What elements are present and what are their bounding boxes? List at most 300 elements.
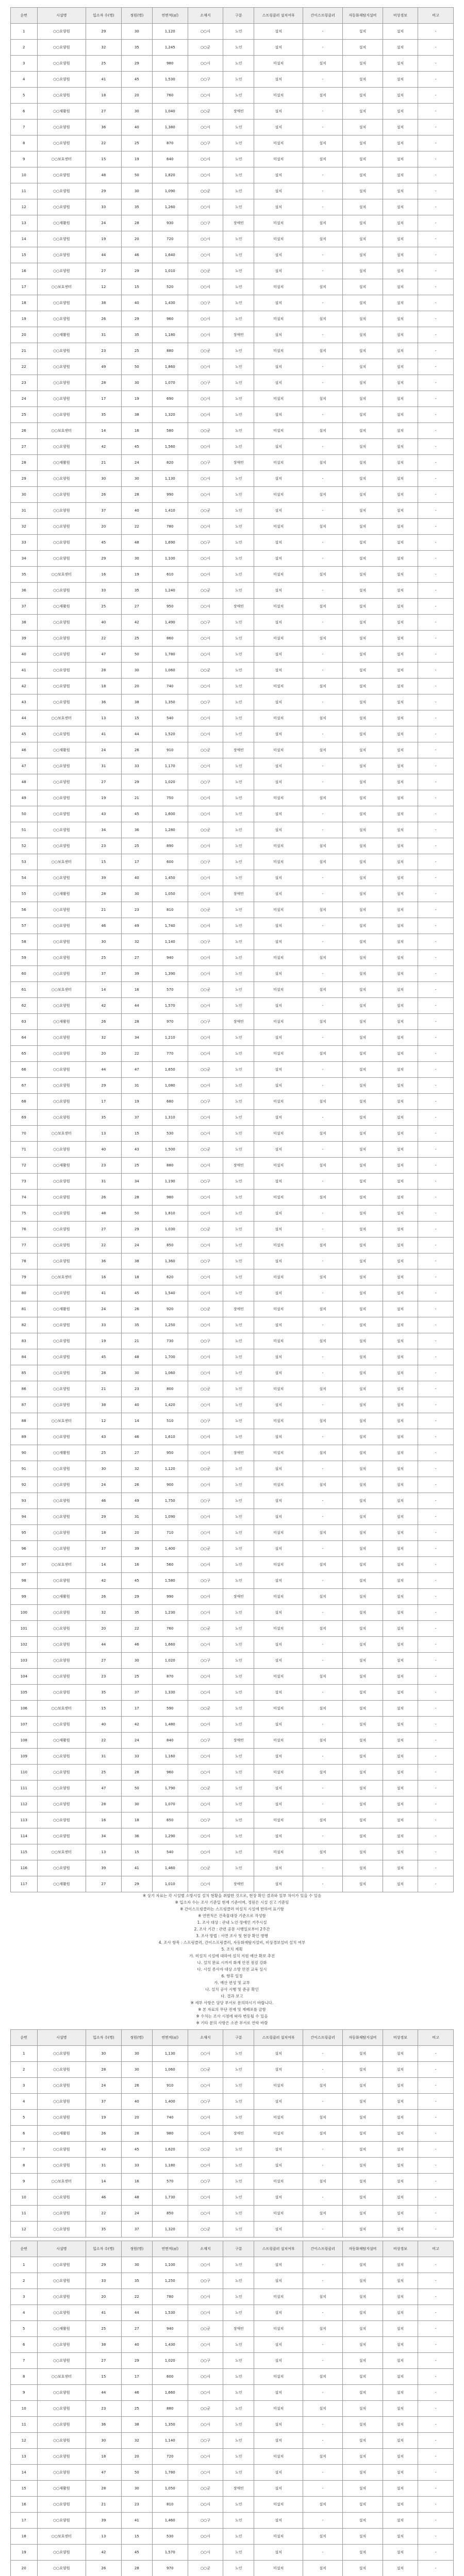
table-cell: 22 bbox=[86, 1238, 122, 1253]
table-cell: 24 bbox=[86, 2078, 122, 2094]
table-cell: 980 bbox=[152, 56, 188, 72]
column-header: 시설명 bbox=[37, 2241, 86, 2257]
table-cell: 설치 bbox=[383, 1525, 418, 1541]
table-cell: ○○요양원 bbox=[37, 934, 86, 950]
table-cell: 600 bbox=[152, 854, 188, 870]
table-cell: ○○요양원 bbox=[37, 758, 86, 774]
table-row bbox=[11, 758, 454, 774]
table-cell: 노인 bbox=[223, 2545, 254, 2561]
table-row bbox=[11, 2174, 454, 2190]
table-cell: 50 bbox=[11, 806, 38, 822]
table-cell: 설치 bbox=[254, 72, 303, 88]
table-cell: ○○요양원 bbox=[37, 1541, 86, 1557]
table-cell: 1,050 bbox=[152, 886, 188, 902]
table-row bbox=[11, 1062, 454, 1078]
table-cell: - bbox=[418, 758, 454, 774]
table-cell: 29 bbox=[86, 1509, 122, 1525]
table-cell: 92 bbox=[11, 1477, 38, 1493]
table-cell: 미설치 bbox=[254, 2174, 303, 2190]
table-cell: 42 bbox=[121, 615, 152, 631]
table-cell: ○○요양원 bbox=[37, 535, 86, 551]
table-cell: 설치 bbox=[383, 966, 418, 982]
table-cell: 설치 bbox=[383, 2222, 418, 2238]
table-cell: ○○재활원 bbox=[37, 599, 86, 615]
table-cell: - bbox=[418, 966, 454, 982]
table-cell: - bbox=[418, 247, 454, 263]
table-cell: 노인 bbox=[223, 391, 254, 407]
table-row bbox=[11, 56, 454, 72]
table-cell: 32 bbox=[121, 1461, 152, 1477]
table-cell: ○○시 bbox=[188, 1349, 223, 1365]
table-cell: 설치 bbox=[254, 503, 303, 519]
table-cell: 설치 bbox=[383, 183, 418, 199]
table-cell: 노인 bbox=[223, 2046, 254, 2062]
table-cell: - bbox=[418, 2385, 454, 2401]
table-cell: - bbox=[418, 679, 454, 694]
table-cell: 83 bbox=[11, 1333, 38, 1349]
table-cell: 설치 bbox=[343, 838, 383, 854]
table-cell: 24 bbox=[86, 1477, 122, 1493]
table-cell: 노인 bbox=[223, 2222, 254, 2238]
table-cell: 1,050 bbox=[152, 2481, 188, 2497]
table-cell: 48 bbox=[121, 1349, 152, 1365]
table-cell: 설치 bbox=[254, 1828, 303, 1844]
table-cell: 미설치 bbox=[254, 790, 303, 806]
table-cell: 81 bbox=[11, 1301, 38, 1317]
table-cell: 900 bbox=[152, 1477, 188, 1493]
table-cell: 설치 bbox=[254, 1317, 303, 1333]
column-header: 비상경보 bbox=[383, 2241, 418, 2257]
table-cell: 설치 bbox=[303, 343, 342, 359]
table-cell: 설치 bbox=[383, 1605, 418, 1621]
table-row bbox=[11, 1126, 454, 1142]
table-cell: 21 bbox=[11, 343, 38, 359]
table-cell: 노인 bbox=[223, 2465, 254, 2481]
table-cell: 설치 bbox=[343, 1461, 383, 1477]
table-cell: - bbox=[303, 439, 342, 455]
table-cell: 46 bbox=[86, 2190, 122, 2206]
table-cell: 설치 bbox=[343, 407, 383, 423]
table-cell: 4 bbox=[11, 72, 38, 88]
table-cell: 설치 bbox=[343, 1381, 383, 1397]
table-cell: 설치 bbox=[343, 423, 383, 439]
table-cell: 노인 bbox=[223, 758, 254, 774]
table-cell: 노인 bbox=[223, 1062, 254, 1078]
table-cell: ○○시 bbox=[188, 1317, 223, 1333]
table-cell: 설치 bbox=[254, 1461, 303, 1477]
table-cell: 설치 bbox=[383, 2529, 418, 2545]
table-cell: 43 bbox=[11, 694, 38, 710]
table-cell: 30 bbox=[121, 2481, 152, 2497]
table-cell: ○○요양원 bbox=[37, 167, 86, 183]
table-cell: 장애인 bbox=[223, 1158, 254, 1174]
table-cell: ○○시 bbox=[188, 1078, 223, 1094]
table-cell: - bbox=[418, 1493, 454, 1509]
table-row bbox=[11, 455, 454, 471]
table-cell: 39 bbox=[121, 1541, 152, 1557]
table-cell: 설치 bbox=[343, 1094, 383, 1110]
table-cell: - bbox=[418, 1749, 454, 1765]
table-cell: - bbox=[418, 838, 454, 854]
table-cell: 설치 bbox=[383, 1509, 418, 1525]
table-cell: 25 bbox=[121, 631, 152, 647]
table-cell: 설치 bbox=[343, 183, 383, 199]
table-cell: 설치 bbox=[383, 311, 418, 327]
table-cell: ○○요양원 bbox=[37, 1653, 86, 1669]
table-cell: 설치 bbox=[383, 295, 418, 311]
table-cell: 설치 bbox=[254, 1429, 303, 1445]
table-cell: 940 bbox=[152, 950, 188, 966]
table-cell: - bbox=[418, 2353, 454, 2369]
table-cell: ○○시 bbox=[188, 1046, 223, 1062]
table-cell: - bbox=[418, 1381, 454, 1397]
table-cell: 설치 bbox=[254, 407, 303, 423]
table-cell: 11 bbox=[11, 2206, 38, 2222]
table-cell: ○○요양원 bbox=[37, 2190, 86, 2206]
table-row bbox=[11, 2513, 454, 2529]
table-cell: 노인 bbox=[223, 1844, 254, 1860]
table-row bbox=[11, 2273, 454, 2289]
table-cell: 29 bbox=[86, 24, 122, 40]
table-cell: ○○요양원 bbox=[37, 2401, 86, 2417]
table-cell: 18 bbox=[11, 2529, 38, 2545]
table-cell: ○○시 bbox=[188, 710, 223, 726]
table-cell: 미설치 bbox=[254, 1158, 303, 1174]
table-row bbox=[11, 1637, 454, 1653]
table-cell: - bbox=[303, 2481, 342, 2497]
table-cell: 15 bbox=[86, 1701, 122, 1717]
table-cell: 22 bbox=[121, 1621, 152, 1637]
note-line: 3. 조사 방법 : 서면 조사 및 현장 확인 병행 bbox=[196, 1934, 268, 1938]
table-cell: 미설치 bbox=[254, 1238, 303, 1253]
table-cell: 46 bbox=[121, 1637, 152, 1653]
table-cell: - bbox=[303, 2062, 342, 2078]
table-row bbox=[11, 1190, 454, 1206]
table-cell: ○○요양원 bbox=[37, 2417, 86, 2433]
table-row bbox=[11, 599, 454, 615]
table-cell: - bbox=[418, 1669, 454, 1685]
table-cell: - bbox=[418, 487, 454, 503]
table-row bbox=[11, 1349, 454, 1365]
table-cell: 27 bbox=[86, 263, 122, 279]
table-cell: 설치 bbox=[343, 918, 383, 934]
table-cell: 설치 bbox=[343, 375, 383, 391]
table-cell: 99 bbox=[11, 1589, 38, 1605]
table-cell: 설치 bbox=[383, 1317, 418, 1333]
table-cell: 미설치 bbox=[254, 519, 303, 535]
table-cell: ○○요양원 bbox=[37, 806, 86, 822]
table-cell: 노인 bbox=[223, 1509, 254, 1525]
table-cell: 15 bbox=[86, 854, 122, 870]
table-cell: 78 bbox=[11, 1253, 38, 1269]
table-cell: 26 bbox=[121, 1301, 152, 1317]
column-header: 비고 bbox=[418, 2030, 454, 2046]
table-cell: 1,250 bbox=[152, 2273, 188, 2289]
table-cell: 설치 bbox=[303, 1381, 342, 1397]
table-cell: - bbox=[303, 2257, 342, 2273]
table-cell: ○○군 bbox=[188, 2561, 223, 2576]
table-cell: 30 bbox=[121, 24, 152, 40]
table-cell: 29 bbox=[121, 1589, 152, 1605]
table-cell: ○○요양원 bbox=[37, 966, 86, 982]
table-cell: 설치 bbox=[383, 663, 418, 679]
table-cell: 설치 bbox=[383, 2385, 418, 2401]
table-row bbox=[11, 1765, 454, 1781]
table-cell: - bbox=[418, 1062, 454, 1078]
table-cell: 설치 bbox=[383, 1222, 418, 1238]
table-cell: ○○요양원 bbox=[37, 1174, 86, 1190]
table-cell: 설치 bbox=[343, 2289, 383, 2305]
table-cell: 노인 bbox=[223, 1238, 254, 1253]
table-cell: 노인 bbox=[223, 822, 254, 838]
table-cell: - bbox=[418, 1397, 454, 1413]
table-cell: 26 bbox=[86, 487, 122, 503]
table-cell: 79 bbox=[11, 1269, 38, 1285]
table-cell: 48 bbox=[86, 167, 122, 183]
table-cell: 설치 bbox=[254, 1062, 303, 1078]
table-row bbox=[11, 647, 454, 663]
table-cell: 설치 bbox=[383, 2353, 418, 2369]
table-cell: ○○요양원 bbox=[37, 1317, 86, 1333]
table-cell: 설치 bbox=[303, 1589, 342, 1605]
table-cell: 1,230 bbox=[152, 1605, 188, 1621]
table-cell: - bbox=[303, 359, 342, 375]
table-cell: ○○시 bbox=[188, 998, 223, 1014]
table-cell: ○○요양원 bbox=[37, 1860, 86, 1876]
table-cell: - bbox=[418, 551, 454, 567]
table-cell: - bbox=[418, 806, 454, 822]
table-cell: 미설치 bbox=[254, 2321, 303, 2337]
table-cell: 설치 bbox=[383, 1413, 418, 1429]
table-cell: 37 bbox=[86, 1541, 122, 1557]
table-cell: 설치 bbox=[303, 742, 342, 758]
table-body bbox=[11, 2046, 454, 2238]
table-cell: 13 bbox=[86, 1844, 122, 1860]
table-cell: 870 bbox=[152, 135, 188, 151]
table-cell: 29 bbox=[121, 56, 152, 72]
table-cell: 87 bbox=[11, 1397, 38, 1413]
table-cell: 미설치 bbox=[254, 1701, 303, 1717]
table-cell: 설치 bbox=[383, 2449, 418, 2465]
table-cell: ○○요양원 bbox=[37, 902, 86, 918]
table-cell: 1,260 bbox=[152, 199, 188, 215]
table-cell: 27 bbox=[121, 950, 152, 966]
table-cell: ○○군 bbox=[188, 1461, 223, 1477]
table-row bbox=[11, 934, 454, 950]
table-cell: 30 bbox=[86, 1461, 122, 1477]
table-cell: 설치 bbox=[254, 774, 303, 790]
table-cell: ○○시 bbox=[188, 487, 223, 503]
table-cell: - bbox=[303, 822, 342, 838]
table-cell: - bbox=[303, 1860, 342, 1876]
table-cell: - bbox=[418, 151, 454, 167]
table-row bbox=[11, 503, 454, 519]
table-cell: ○○시 bbox=[188, 1669, 223, 1685]
table-cell: 5 bbox=[11, 88, 38, 104]
table-cell: 설치 bbox=[343, 120, 383, 135]
table-row bbox=[11, 583, 454, 599]
table-cell: 1,410 bbox=[152, 503, 188, 519]
table-cell: 920 bbox=[152, 1301, 188, 1317]
table-cell: - bbox=[303, 726, 342, 742]
table-cell: 1,660 bbox=[152, 1637, 188, 1653]
table-cell: 설치 bbox=[303, 2174, 342, 2190]
table-row bbox=[11, 1317, 454, 1333]
table-cell: 설치 bbox=[343, 1749, 383, 1765]
table-cell: 설치 bbox=[254, 1397, 303, 1413]
table-cell: 14 bbox=[11, 2465, 38, 2481]
table-cell: 44 bbox=[121, 2305, 152, 2321]
table-cell: 장애인 bbox=[223, 742, 254, 758]
table-row bbox=[11, 2481, 454, 2497]
table-cell: 설치 bbox=[343, 1765, 383, 1781]
table-cell: 1,350 bbox=[152, 694, 188, 710]
table-cell: ○○요양원 bbox=[37, 2337, 86, 2353]
table-cell: ○○시 bbox=[188, 519, 223, 535]
table-cell: 36 bbox=[86, 694, 122, 710]
table-cell: ○○요양원 bbox=[37, 1142, 86, 1158]
table-cell: ○○시 bbox=[188, 2417, 223, 2433]
table-row bbox=[11, 215, 454, 231]
table-cell: 설치 bbox=[383, 439, 418, 455]
table-cell: 설치 bbox=[343, 2273, 383, 2289]
table-cell: 730 bbox=[152, 1333, 188, 1349]
table-cell: 설치 bbox=[343, 2481, 383, 2497]
table-cell: 22 bbox=[86, 135, 122, 151]
table-cell: ○○구 bbox=[188, 1014, 223, 1030]
table-cell: 노인 bbox=[223, 151, 254, 167]
table-row bbox=[11, 2401, 454, 2417]
table-cell: 설치 bbox=[383, 519, 418, 535]
table-cell: 설치 bbox=[343, 647, 383, 663]
table-cell: 설치 bbox=[343, 1589, 383, 1605]
table-cell: 설치 bbox=[343, 2305, 383, 2321]
table-cell: 설치 bbox=[303, 710, 342, 726]
table-cell: 노인 bbox=[223, 247, 254, 263]
table-cell: 노인 bbox=[223, 24, 254, 40]
table-cell: ○○요양원 bbox=[37, 2094, 86, 2110]
table-cell: 1,010 bbox=[152, 263, 188, 279]
table-cell: ○○요양원 bbox=[37, 1110, 86, 1126]
table-cell: 설치 bbox=[254, 2353, 303, 2369]
table-cell: ○○요양원 bbox=[37, 2545, 86, 2561]
table-cell: 노인 bbox=[223, 487, 254, 503]
table-cell: 노인 bbox=[223, 918, 254, 934]
table-cell: - bbox=[418, 104, 454, 120]
table-cell: 노인 bbox=[223, 982, 254, 998]
table-row bbox=[11, 710, 454, 726]
table-cell: 24 bbox=[11, 391, 38, 407]
table-cell: 설치 bbox=[383, 567, 418, 583]
table-cell: 노인 bbox=[223, 2449, 254, 2465]
table-cell: 설치 bbox=[343, 998, 383, 1014]
table-cell: 노인 bbox=[223, 279, 254, 295]
table-cell: - bbox=[303, 1062, 342, 1078]
table-cell: 3 bbox=[11, 2078, 38, 2094]
table-cell: - bbox=[418, 535, 454, 551]
table-cell: ○○재활원 bbox=[37, 2321, 86, 2337]
table-cell: 설치 bbox=[254, 998, 303, 1014]
table-cell: 35 bbox=[121, 2273, 152, 2289]
table-cell: 19 bbox=[11, 2545, 38, 2561]
table-cell: 30 bbox=[121, 183, 152, 199]
table-cell: 설치 bbox=[303, 902, 342, 918]
table-cell: 설치 bbox=[383, 423, 418, 439]
facility-table-2 bbox=[10, 2029, 454, 2238]
table-cell: 39 bbox=[86, 870, 122, 886]
table-cell: 28 bbox=[86, 886, 122, 902]
table-cell: ○○구 bbox=[188, 72, 223, 88]
table-cell: 12 bbox=[86, 279, 122, 295]
table-cell: - bbox=[418, 375, 454, 391]
table-cell: - bbox=[303, 295, 342, 311]
table-cell: 설치 bbox=[383, 487, 418, 503]
table-cell: 1,160 bbox=[152, 1749, 188, 1765]
table-cell: 540 bbox=[152, 710, 188, 726]
table-cell: 1,180 bbox=[152, 2158, 188, 2174]
table-cell: 35 bbox=[11, 567, 38, 583]
column-header: 구분 bbox=[223, 8, 254, 24]
table-cell: 39 bbox=[11, 631, 38, 647]
table-cell: ○○요양원 bbox=[37, 2353, 86, 2369]
table-cell: 설치 bbox=[343, 487, 383, 503]
table-cell: - bbox=[418, 2289, 454, 2305]
table-cell: 미설치 bbox=[254, 215, 303, 231]
table-cell: ○○요양원 bbox=[37, 2465, 86, 2481]
table-cell: 설치 bbox=[303, 1701, 342, 1717]
table-cell: ○○요양원 bbox=[37, 471, 86, 487]
table-cell: 설치 bbox=[254, 615, 303, 631]
table-cell: 33 bbox=[86, 583, 122, 599]
table-cell: ○○구 bbox=[188, 774, 223, 790]
table-cell: 950 bbox=[152, 1445, 188, 1461]
table-cell: ○○시 bbox=[188, 1445, 223, 1461]
table-cell: 1,060 bbox=[152, 663, 188, 679]
table-cell: 1,520 bbox=[152, 726, 188, 742]
table-row bbox=[11, 1142, 454, 1158]
table-cell: 30 bbox=[121, 1797, 152, 1812]
table-cell: 설치 bbox=[383, 1094, 418, 1110]
table-cell: 75 bbox=[11, 1206, 38, 1222]
table-cell: - bbox=[303, 2337, 342, 2353]
table-cell: 미설치 bbox=[254, 1812, 303, 1828]
table-cell: ○○시 bbox=[188, 758, 223, 774]
table-cell: - bbox=[418, 2094, 454, 2110]
table-cell: 2 bbox=[11, 40, 38, 56]
table-cell: ○○시 bbox=[188, 471, 223, 487]
table-cell: 장애인 bbox=[223, 1589, 254, 1605]
table-cell: 설치 bbox=[343, 1573, 383, 1589]
table-cell: 노인 bbox=[223, 1637, 254, 1653]
table-cell: 1,310 bbox=[152, 1110, 188, 1126]
table-cell: - bbox=[418, 1653, 454, 1669]
column-header: 정원(명) bbox=[121, 2030, 152, 2046]
table-cell: - bbox=[303, 1637, 342, 1653]
table-cell: 설치 bbox=[303, 982, 342, 998]
table-cell: 설치 bbox=[343, 1030, 383, 1046]
table-cell: 28 bbox=[121, 2126, 152, 2142]
table-cell: 32 bbox=[11, 519, 38, 535]
table-cell: ○○구 bbox=[188, 1174, 223, 1190]
table-cell: 설치 bbox=[383, 1381, 418, 1397]
table-cell: 4 bbox=[11, 2305, 38, 2321]
table-cell: 설치 bbox=[383, 24, 418, 40]
table-cell: 설치 bbox=[254, 2337, 303, 2353]
table-cell: ○○요양원 bbox=[37, 1812, 86, 1828]
table-cell: 28 bbox=[86, 1797, 122, 1812]
table-cell: - bbox=[418, 982, 454, 998]
table-cell: 116 bbox=[11, 1860, 38, 1876]
